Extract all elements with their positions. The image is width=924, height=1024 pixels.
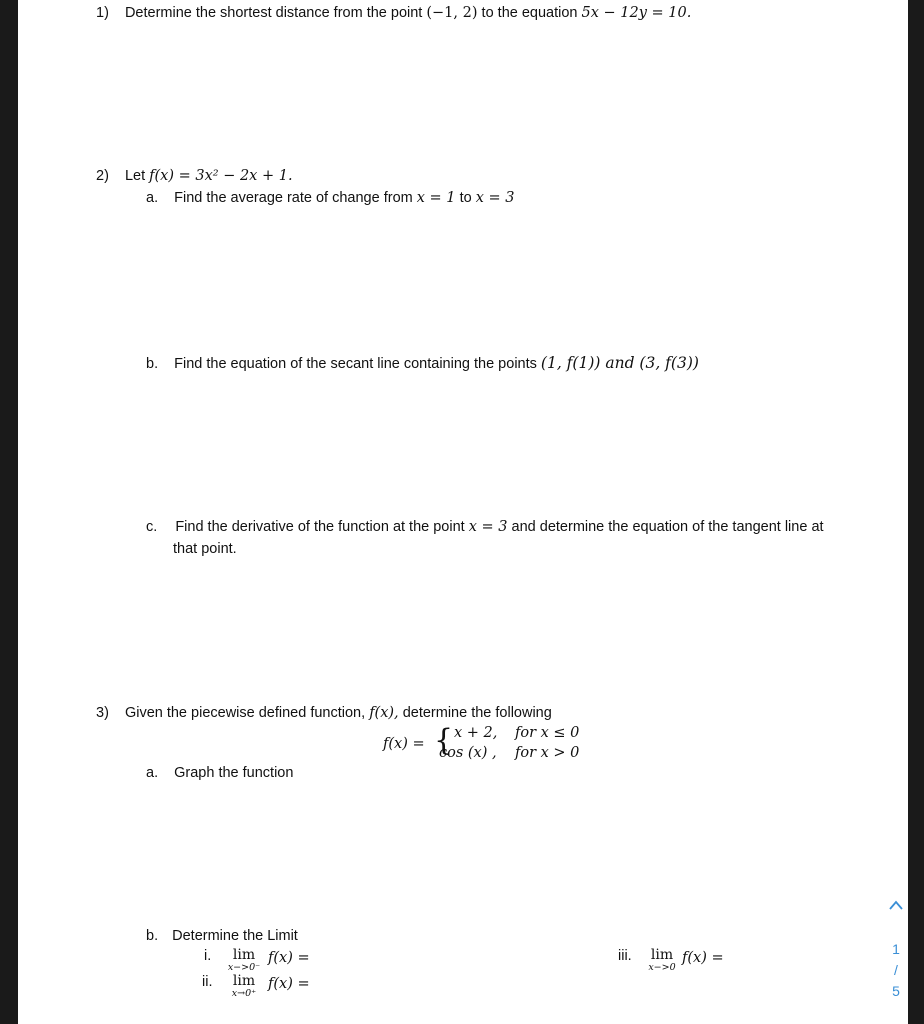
q3a-text: Graph the function (174, 765, 294, 781)
limit-i-lim: lim (232, 947, 256, 963)
piece2-cond: for x > 0 (515, 745, 580, 761)
chevron-up-icon (888, 899, 904, 911)
limit-ii-expr: f(x) = (268, 976, 310, 992)
limit-ii-sub: x→0⁺ (231, 988, 257, 999)
q2b-points: (1, f(1)) and (3, f(3)) (540, 354, 699, 372)
pager-separator: / (894, 962, 898, 978)
q1-equation: 5x − 12y = 10. (581, 5, 692, 21)
q3-text-a: Given the piecewise defined function, (124, 705, 366, 721)
q2c-label: c. (146, 519, 158, 535)
q2-part-c (146, 518, 824, 536)
q3b-text: Determine the Limit (172, 928, 298, 944)
q3-part-a (146, 764, 293, 782)
q2-number: 2) (96, 168, 109, 184)
q2a-x1: x = 1 (416, 190, 456, 206)
q2-function: f(x) = 3x² − 2x + 1. (149, 168, 293, 184)
limit-ii-label: ii. (202, 974, 213, 990)
limit-i-operator (224, 947, 264, 972)
q2b-label: b. (146, 356, 159, 372)
piecewise-lhs: f(x) = (383, 736, 425, 752)
q2a-label: a. (146, 190, 159, 206)
limit-i-label: i. (204, 948, 212, 964)
question-3 (96, 704, 552, 722)
q1-text: Determine the shortest distance from the point (124, 5, 423, 21)
limit-iii-operator (644, 947, 680, 972)
limit-iii-sub: x−>0 (648, 962, 676, 973)
pager-total: 5 (892, 983, 900, 999)
q2a-to: to (459, 190, 472, 206)
limit-iii-label: iii. (618, 948, 632, 964)
question-2 (96, 167, 293, 185)
q2-part-a (146, 189, 514, 207)
limit-i-expr: f(x) = (268, 950, 310, 966)
q2a-x2: x = 3 (475, 190, 515, 206)
q2c-text2: that point. (173, 541, 237, 557)
q2c-text1a: Find the derivative of the function at the point (175, 519, 465, 535)
question-1 (96, 4, 691, 22)
pager-current: 1 (892, 941, 900, 957)
q3-number: 3) (96, 705, 109, 721)
q2c-text1b: and determine the equation of the tangent line at (511, 519, 824, 535)
q2c-xval: x = 3 (468, 519, 508, 535)
limit-ii-lim: lim (232, 973, 256, 989)
q1-number: 1) (96, 5, 109, 21)
q3-text-b: determine the following (402, 705, 552, 721)
piece2-expr: cos (x) , (439, 745, 497, 761)
q2b-text: Find the equation of the secant line containing the points (174, 356, 537, 372)
q3b-label: b. (146, 928, 159, 944)
q1-point: (−1, 2) (426, 5, 478, 21)
limit-iii-lim: lim (650, 947, 674, 963)
page-up-chevron-icon[interactable] (886, 898, 906, 916)
limit-iii-expr: f(x) = (682, 950, 724, 966)
piecewise-brace: { (434, 723, 454, 758)
piece1-expr: x + 2, (454, 725, 498, 741)
worksheet-page (18, 0, 908, 1024)
piece1-cond: for x ≤ 0 (515, 725, 580, 741)
q2a-text: Find the average rate of change from (174, 190, 413, 206)
q3a-label: a. (146, 765, 159, 781)
limit-ii-operator (224, 973, 264, 998)
q2-lead: Let (124, 168, 146, 184)
q3-fx: f(x), (369, 705, 399, 721)
q2-part-b (146, 354, 699, 373)
limit-i-sub: x−>0⁻ (227, 962, 261, 973)
q1-mid: to the equation (481, 5, 578, 21)
q3-part-b (146, 927, 298, 945)
